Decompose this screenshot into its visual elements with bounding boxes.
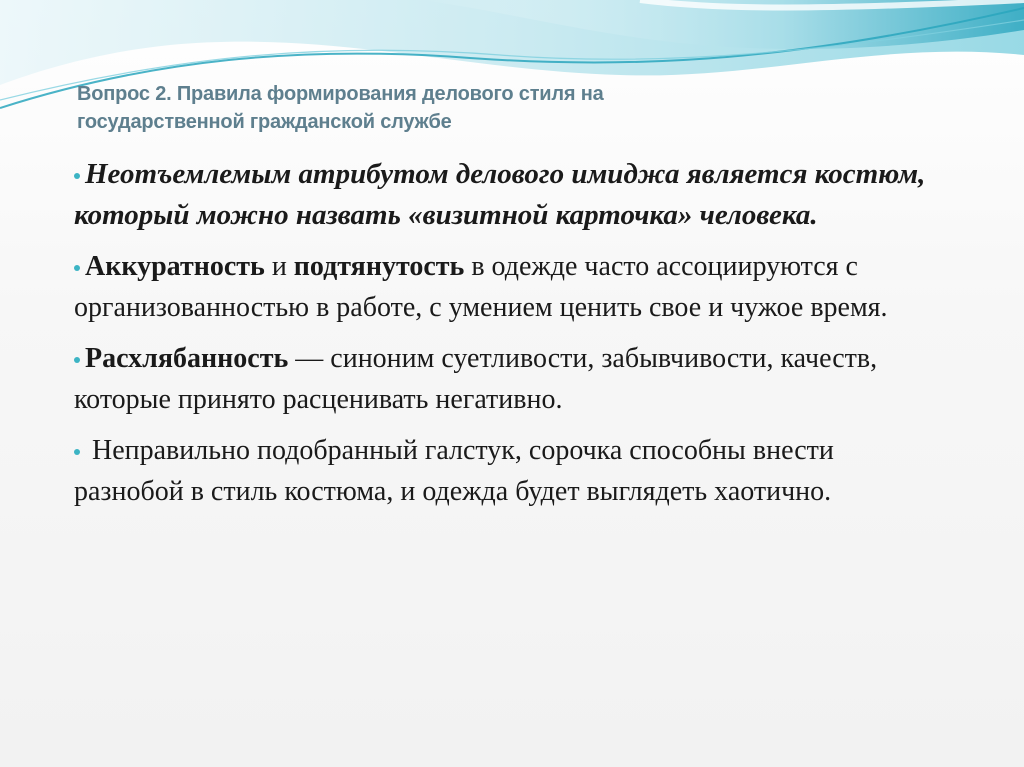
paragraph-2-text-1: и <box>264 251 294 282</box>
slide-title-line-1: Вопрос 2. Правила формирования делового стиля на <box>77 83 604 105</box>
bullet-dot-icon <box>74 449 80 455</box>
bullet-dot-icon <box>74 173 80 179</box>
paragraph-2 <box>74 246 944 328</box>
bullet-dot-icon <box>74 357 80 363</box>
paragraph-1 <box>74 154 944 236</box>
paragraph-4 <box>74 430 944 512</box>
paragraph-2-bold-2: подтянутость <box>293 251 465 282</box>
slide-content <box>74 154 944 522</box>
paragraph-3 <box>74 338 944 420</box>
paragraph-3-bold-1: Расхлябанность <box>85 343 289 374</box>
bullet-dot-icon <box>74 265 80 271</box>
slide-title <box>77 80 957 136</box>
paragraph-2-bold-1: Аккуратность <box>85 251 265 282</box>
paragraph-4-text: Неправильно подобранный галстук, сорочка способны внести разнобой в стиль костюма, и одежда будет выглядеть хаотично. <box>74 435 834 507</box>
paragraph-3-text-1: — синоним суетливости, забывчивости, качеств, которые принято расценивать негативно. <box>74 343 878 415</box>
paragraph-2-text-2: в одежде часто ассоциируются с организованностью в работе, с умением ценить свое и чужое время. <box>74 251 888 323</box>
slide-title-line-2: государственной гражданской службе <box>77 111 452 133</box>
paragraph-1-text: Неотъемлемым атрибутом делового имиджа является костюм, который можно назвать «визитной карточка» человека. <box>74 158 926 231</box>
